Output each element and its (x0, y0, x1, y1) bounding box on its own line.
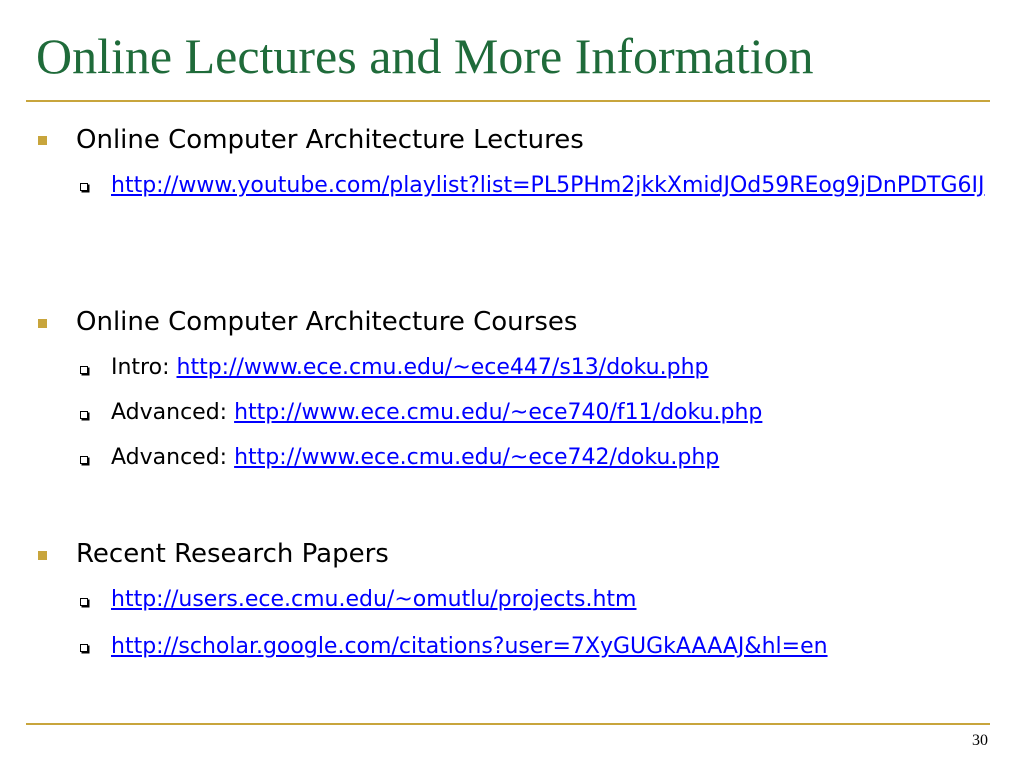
list-item (111, 585, 1001, 615)
footer-divider (26, 723, 990, 725)
hollow-square-bullet-icon (80, 183, 88, 191)
list-item (111, 443, 1001, 473)
square-bullet-icon (38, 319, 47, 328)
section-heading-lectures: Online Computer Architecture Lectures (76, 125, 584, 155)
slide-number: 30 (972, 732, 988, 749)
hollow-square-bullet-icon (80, 366, 88, 374)
list-item (111, 171, 996, 201)
hollow-square-bullet-icon (80, 456, 88, 464)
section-heading-courses: Online Computer Architecture Courses (76, 307, 578, 337)
square-bullet-icon (38, 136, 47, 145)
ece447-course-link[interactable]: http://www.ece.cmu.edu/~ece447/s13/doku.php (176, 355, 709, 380)
hollow-square-bullet-icon (80, 598, 88, 606)
ece740-course-link[interactable]: http://www.ece.cmu.edu/~ece740/f11/doku.php (234, 400, 763, 425)
list-item (111, 353, 1001, 383)
course-level-label: Advanced: (111, 445, 228, 470)
hollow-square-bullet-icon (80, 644, 88, 652)
slide-title: Online Lectures and More Information (36, 28, 814, 84)
google-scholar-link[interactable]: http://scholar.google.com/citations?user=7XyGUGkAAAAJ&hl=en (111, 634, 828, 659)
hollow-square-bullet-icon (80, 411, 88, 419)
projects-page-link[interactable]: http://users.ece.cmu.edu/~omutlu/projects.htm (111, 587, 637, 612)
section-heading-papers: Recent Research Papers (76, 539, 389, 569)
course-level-label: Intro: (111, 355, 170, 380)
ece742-course-link[interactable]: http://www.ece.cmu.edu/~ece742/doku.php (234, 445, 720, 470)
list-item (111, 398, 1001, 428)
youtube-playlist-link[interactable]: http://www.youtube.com/playlist?list=PL5PHm2jkkXmidJOd59REog9jDnPDTG6IJ (111, 173, 985, 198)
course-level-label: Advanced: (111, 400, 228, 425)
list-item (111, 632, 996, 662)
square-bullet-icon (38, 551, 47, 560)
